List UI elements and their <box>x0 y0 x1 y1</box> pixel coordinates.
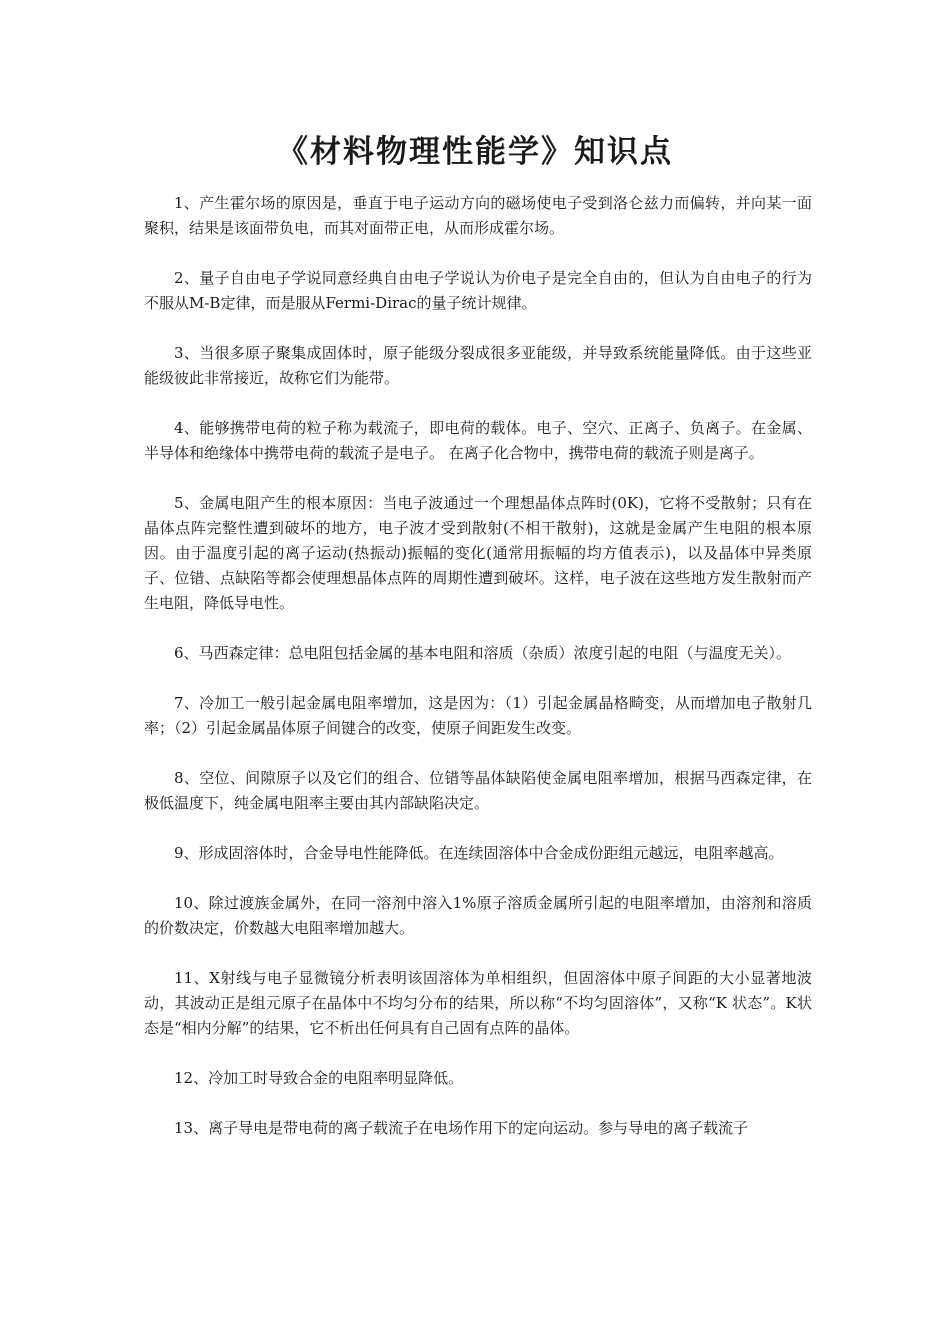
paragraph-2: 2、量子自由电子学说同意经典自由电子学说认为价电子是完全自由的，但认为自由电子的行为不服从M-B定律，而是服从Fermi-Dirac的量子统计规律。 <box>144 269 812 312</box>
paragraph-10: 10、除过渡族金属外，在同一溶剂中溶入1%原子溶质金属所引起的电阻率增加，由溶剂和溶质的价数决定，价数越大电阻率增加越大。 <box>144 894 812 937</box>
document-body <box>144 191 812 1166</box>
paragraph-7: 7、冷加工一般引起金属电阻率增加，这是因为：（1）引起金属晶格畸变，从而增加电子散射几率；（2）引起金属晶体原子间键合的改变，使原子间距发生改变。 <box>144 694 812 737</box>
paragraph-4: 4、能够携带电荷的粒子称为载流子，即电荷的载体。电子、空穴、正离子、负离子。在金属、半导体和绝缘体中携带电荷的载流子是电子。 在离子化合物中，携带电荷的载流子则是离子。 <box>144 419 812 462</box>
paragraph-11: 11、X射线与电子显微镜分析表明该固溶体为单相组织，但固溶体中原子间距的大小显著地波动，其波动正是组元原子在晶体中不均匀分布的结果，所以称“不均匀固溶体”，又称“K 状态”。K状态是“相内分解”的结果，它不析出任何具有自己固有点阵的晶体。 <box>144 969 812 1037</box>
document-title: 《材料物理性能学》知识点 <box>277 134 673 170</box>
paragraph-6: 6、马西森定律：总电阻包括金属的基本电阻和溶质（杂质）浓度引起的电阻（与温度无关）。 <box>174 644 792 662</box>
paragraph-13: 13、离子导电是带电荷的离子载流子在电场作用下的定向运动。参与导电的离子载流子 <box>174 1119 749 1137</box>
paragraph-5: 5、金属电阻产生的根本原因：当电子波通过一个理想晶体点阵时(0K)，它将不受散射；只有在晶体点阵完整性遭到破坏的地方，电子波才受到散射(不相干散射)，这就是金属产生电阻的根本原因。由于温度引起的离子运动(热振动)振幅的变化(通常用振幅的均方值表示)，以及晶体中异类原子、位错、点缺陷等都会使理想晶体点阵的周期性遭到破坏。这样，电子波在这些地方发生散射而产生电阻，降低导电性。 <box>144 494 812 612</box>
paragraph-1: 1、产生霍尔场的原因是，垂直于电子运动方向的磁场使电子受到洛仑兹力而偏转，并向某一面聚积，结果是该面带负电，而其对面带正电，从而形成霍尔场。 <box>144 194 812 237</box>
paragraph-9: 9、形成固溶体时，合金导电性能降低。在连续固溶体中合金成份距组元越远，电阻率越高。 <box>174 844 784 862</box>
paragraph-12: 12、冷加工时导致合金的电阻率明显降低。 <box>174 1069 464 1087</box>
paragraph-3: 3、当很多原子聚集成固体时，原子能级分裂成很多亚能级，并导致系统能量降低。由于这些亚能级彼此非常接近，故称它们为能带。 <box>144 344 812 387</box>
paragraph-8: 8、空位、间隙原子以及它们的组合、位错等晶体缺陷使金属电阻率增加，根据马西森定律，在极低温度下，纯金属电阻率主要由其内部缺陷决定。 <box>144 769 812 812</box>
